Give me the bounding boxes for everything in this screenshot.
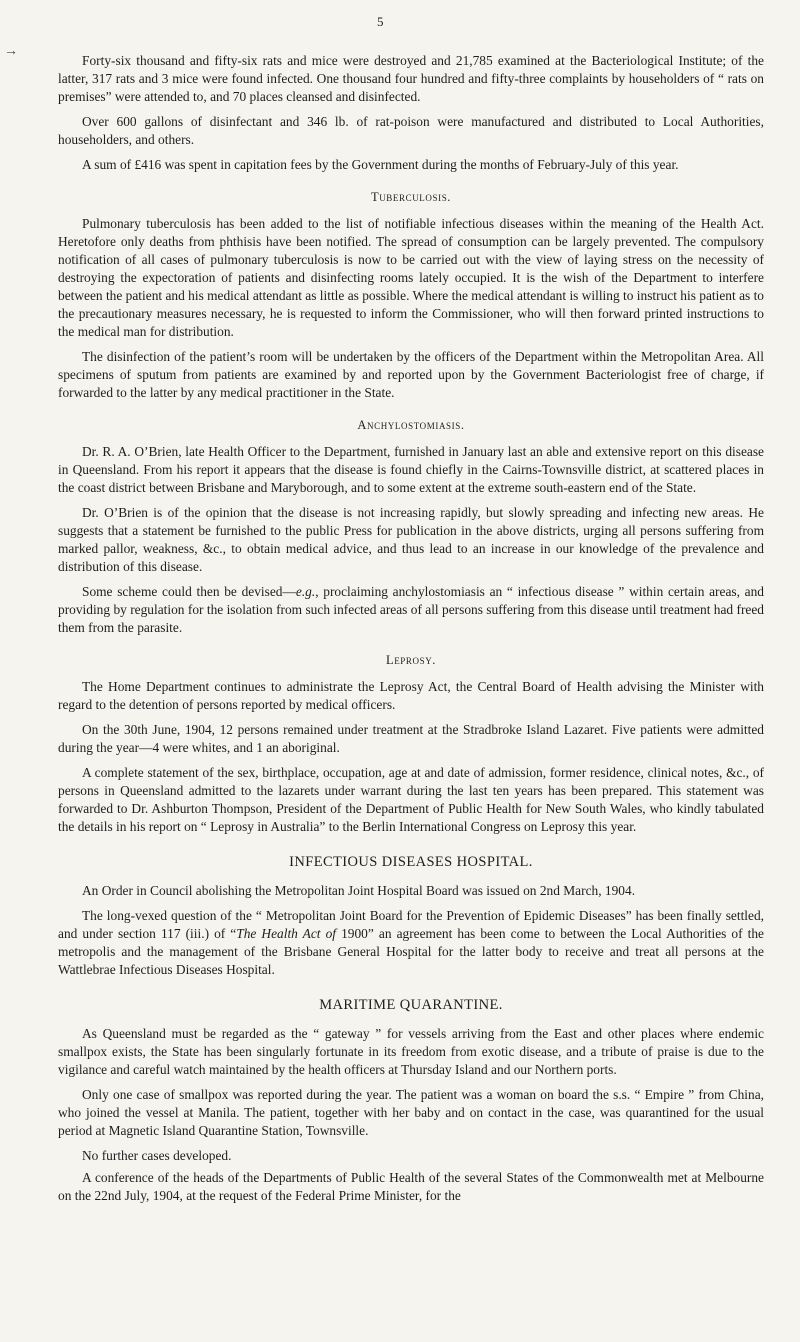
anchylostomiasis-paragraph-2: Dr. O’Brien is of the opinion that the disease is not increasing rapidly, but slowly spreading and infecting new areas. He suggests that a statement be furnished to the public Press for publication in the above districts, urging all persons suffering from marked pallor, weakness, &c., to obtain medical advice, and thus lead to an increase in our knowledge of the prevalence and distribution of this disease. [58, 505, 764, 574]
maritime-paragraph-3: No further cases developed. [82, 1148, 232, 1163]
leprosy-paragraph-1: The Home Department continues to administrate the Leprosy Act, the Central Board of Health advising the Minister with regard to the detention of persons reported by medical officers. [58, 679, 764, 712]
rats-paragraph-1: Forty-six thousand and fifty-six rats and mice were destroyed and 21,785 examined at the Bacteriological Institute; of the latter, 317 rats and 3 mice were found infected. One thousand four hundred and fifty-three complaints by householders of “ rats on premises” were attended to, and 70 places cleansed and disinfected. [58, 53, 764, 104]
rats-paragraph-2: Over 600 gallons of disinfectant and 346 lb. of rat-poison were manufactured and distributed to Local Authorities, householders, and others. [58, 114, 764, 147]
maritime-quarantine-heading: MARITIME QUARANTINE. [319, 997, 503, 1013]
anchylostomiasis-paragraph-3 [58, 583, 764, 637]
document-body [58, 52, 764, 1212]
maritime-paragraph-2: Only one case of smallpox was reported during the year. The patient was a woman on board the s.s. “ Empire ” from China, who joined the vessel at Manila. The patient, together with her baby and on contact in the case, was quarantined for the usual period at Magnetic Island Quarantine Station, Townsville. [58, 1087, 764, 1138]
tuberculosis-heading: Tuberculosis. [370, 190, 452, 204]
anchylostomiasis-p3-start: Some scheme could then be devised— [82, 584, 296, 599]
maritime-paragraph-1: As Queensland must be regarded as the “ gateway ” for vessels arriving from the East and other places where endemic smallpox exists, the State has been singularly fortunate in its freedom from exotic disease, and a tribute of praise is due to the vigilance and careful watch maintained by the health officers at Thursday Island and our Northern ports. [58, 1026, 764, 1077]
leprosy-paragraph-2: On the 30th June, 1904, 12 persons remained under treatment at the Stradbroke Island Lazaret. Five patients were admitted during the year—4 were whites, and 1 an aboriginal. [58, 722, 764, 755]
tuberculosis-paragraph-1: Pulmonary tuberculosis has been added to the list of notifiable infectious diseases within the meaning of the Health Act. Heretofore only deaths from phthisis have been notified. The spread of consumption can be largely prevented. The compulsory notification of all cases of pulmonary tuberculosis is now to be carried out with the view of laying stress on the necessity of destroying the expectoration of patients and disinfecting rooms lately occupied. It is the wish of the Department to interfere between the patient and his medical attendant as little as possible. Where the medical attendant is willing to instruct his patient as to the precautionary measures necessary, he is requested to inform the Commissioner, who will then forward printed instructions to the medical man for distribution. [58, 216, 764, 339]
maritime-paragraph-4: A conference of the heads of the Departments of Public Health of the several States of the Commonwealth met at Melbourne on the 22nd July, 1904, at the request of the Federal Prime Minister, for the [58, 1170, 764, 1203]
anchylostomiasis-p3-eg: e.g. [295, 584, 316, 599]
health-act-title: The Health Act of [236, 926, 337, 941]
anchylostomiasis-p3-end: , proclaiming anchylostomiasis an “ infectious disease ” within certain areas, and providing by regulation for the isolation from such infected areas of all persons suffering from this disease until treatment had freed them from the parasite. [58, 584, 764, 635]
anchylostomiasis-heading: Anchylostomiasis. [357, 418, 465, 432]
infectious-hospital-heading: INFECTIOUS DISEASES HOSPITAL. [289, 854, 533, 870]
infectious-hospital-paragraph-2 [58, 907, 764, 979]
infectious-hospital-p2-end: 1900” an agreement has been come to between the Local Authorities of the metropolis and the management of the Brisbane General Hospital for the latter body to receive and treat all persons at the Wattlebrae Infectious Diseases Hospital. [58, 926, 765, 977]
infectious-hospital-p2-start: The long-vexed question of the “ Metropolitan Joint Board for the Prevention of Epidemic Diseases” has been finally settled, and under section 117 (iii.) of “ [58, 908, 764, 941]
anchylostomiasis-paragraph-1: Dr. R. A. O’Brien, late Health Officer to the Department, furnished in January last an able and extensive report on this disease in Queensland. From his report it appears that the disease is found chiefly in the Cairns-Townsville district, at scattered places in the coast district between Brisbane and Maryborough, and to some extent at the extreme south-eastern end of the State. [58, 444, 764, 495]
infectious-hospital-paragraph-1: An Order in Council abolishing the Metropolitan Joint Hospital Board was issued on 2nd March, 1904. [82, 883, 636, 898]
leprosy-paragraph-3: A complete statement of the sex, birthplace, occupation, age at and date of admission, former residence, clinical notes, &c., of persons in Queensland admitted to the lazarets under warrant during the last ten years has been prepared. This statement was forwarded to Dr. Ashburton Thompson, President of the Department of Public Health for New South Wales, who kindly tabulated the details in his report on “ Leprosy in Australia” to the Berlin International Congress on Leprosy this year. [58, 765, 764, 834]
leprosy-heading: Leprosy. [385, 653, 437, 667]
tuberculosis-paragraph-2: The disinfection of the patient’s room will be undertaken by the officers of the Department within the Metropolitan Area. All specimens of sputum from patients are examined by and reported upon by the Government Bacteriologist free of charge, if forwarded to the latter by any medical practitioner in the State. [58, 349, 764, 400]
corner-arrow-mark: → [4, 44, 18, 59]
page-number: 5 [377, 14, 384, 29]
rats-paragraph-3: A sum of £416 was spent in capitation fees by the Government during the months of February-July of this year. [82, 157, 679, 172]
